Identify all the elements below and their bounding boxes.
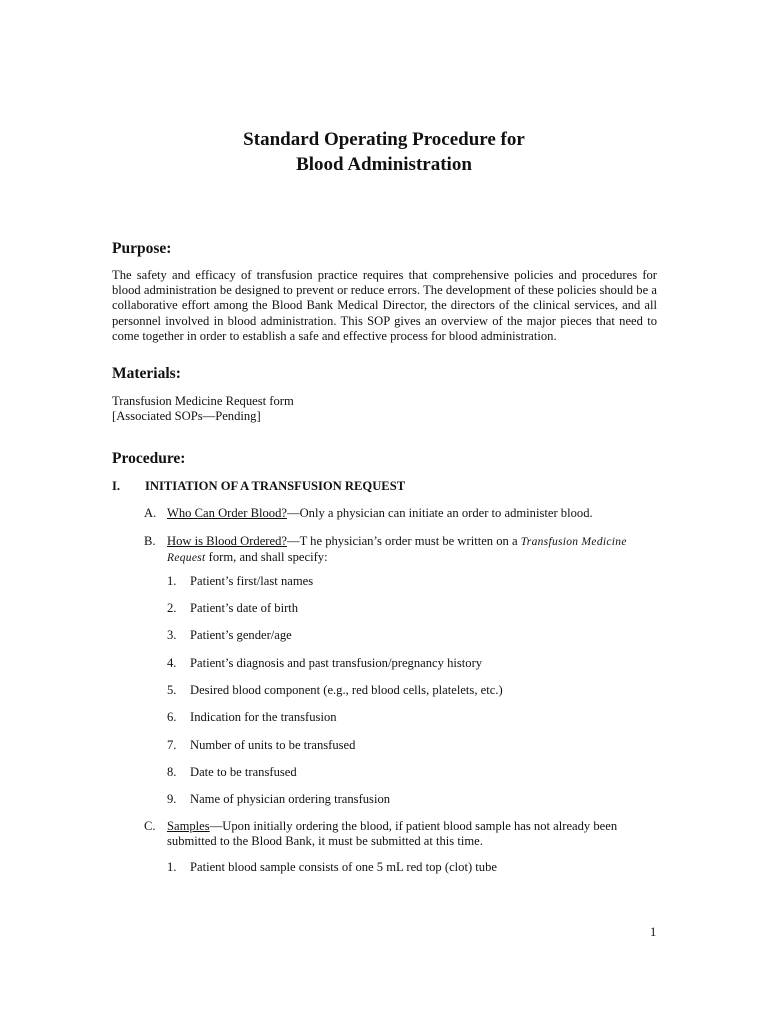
list-item-number: 1.	[167, 860, 177, 874]
item-a-text: —Only a physician can initiate an order to administer blood.	[286, 506, 593, 520]
list-item-number: 8.	[167, 765, 177, 779]
materials-heading: Materials:	[112, 365, 181, 382]
list-item-text: Number of units to be transfused	[190, 738, 356, 752]
list-item-text: Desired blood component (e.g., red blood cells, platelets, etc.)	[190, 683, 503, 697]
page-number: 1	[650, 925, 657, 939]
list-item-number: 2.	[167, 601, 177, 615]
list-item-number: 6.	[167, 710, 177, 724]
title-line-2: Blood Administration	[296, 154, 472, 175]
item-a-letter: A.	[144, 506, 157, 520]
list-item-text: Date to be transfused	[190, 765, 297, 779]
list-item-text: Indication for the transfusion	[190, 710, 337, 724]
list-item-text: Patient blood sample consists of one 5 mL red top (clot) tube	[190, 860, 497, 874]
list-item-number: 4.	[167, 656, 177, 670]
materials-list	[112, 394, 294, 424]
list-item-number: 9.	[167, 792, 177, 806]
materials-line-1: Transfusion Medicine Request form	[112, 394, 294, 408]
list-item-text: Patient’s gender/age	[190, 628, 292, 642]
item-c-letter: C.	[144, 819, 156, 833]
item-b-text-after: form, and shall specify:	[205, 550, 328, 565]
procedure-heading: Procedure:	[112, 450, 186, 467]
item-b-label: How is Blood Ordered?	[167, 534, 287, 548]
list-item-text: Patient’s date of birth	[190, 601, 299, 615]
item-c-label: Samples	[167, 819, 210, 833]
item-c-text: —Upon initially ordering the blood, if patient blood sample has not already been submitted to the Blood Bank, it must be submitted at this time.	[167, 819, 618, 849]
list-item-number: 7.	[167, 738, 177, 752]
list-item-number: 3.	[167, 628, 177, 642]
list-item-text: Patient’s first/last names	[190, 574, 314, 588]
list-item-number: 1.	[167, 574, 177, 588]
list-item-text: Patient’s diagnosis and past transfusion/pregnancy history	[190, 656, 483, 670]
purpose-heading: Purpose:	[112, 240, 172, 257]
list-item-number: 5.	[167, 683, 177, 697]
purpose-text: The safety and efficacy of transfusion practice requires that comprehensive policies and procedures for blood administration be designed to prevent or reduce errors. The development of these policies should be a collaborative effort among the Blood Bank Medical Director, the directors of the clinical services, and all personnel involved in blood administration. This SOP gives an overview of the major pieces that need to come together in order to establish a safe and effective process for blood administration.	[112, 268, 657, 343]
section-title: INITIATION OF A TRANSFUSION REQUEST	[145, 479, 406, 493]
title-line-1: Standard Operating Procedure for	[243, 129, 525, 150]
item-b-form-name: Transfusion Medicine Request	[167, 536, 627, 565]
item-b-letter: B.	[144, 534, 156, 548]
materials-line-2: [Associated SOPs—Pending]	[112, 409, 261, 424]
section-number: I.	[112, 479, 121, 493]
document-title	[0, 127, 768, 177]
list-item-text: Name of physician ordering transfusion	[190, 792, 391, 806]
item-a-label: Who Can Order Blood?	[167, 506, 287, 520]
item-b-text-before: —T he physician’s order must be written on a	[286, 534, 521, 548]
